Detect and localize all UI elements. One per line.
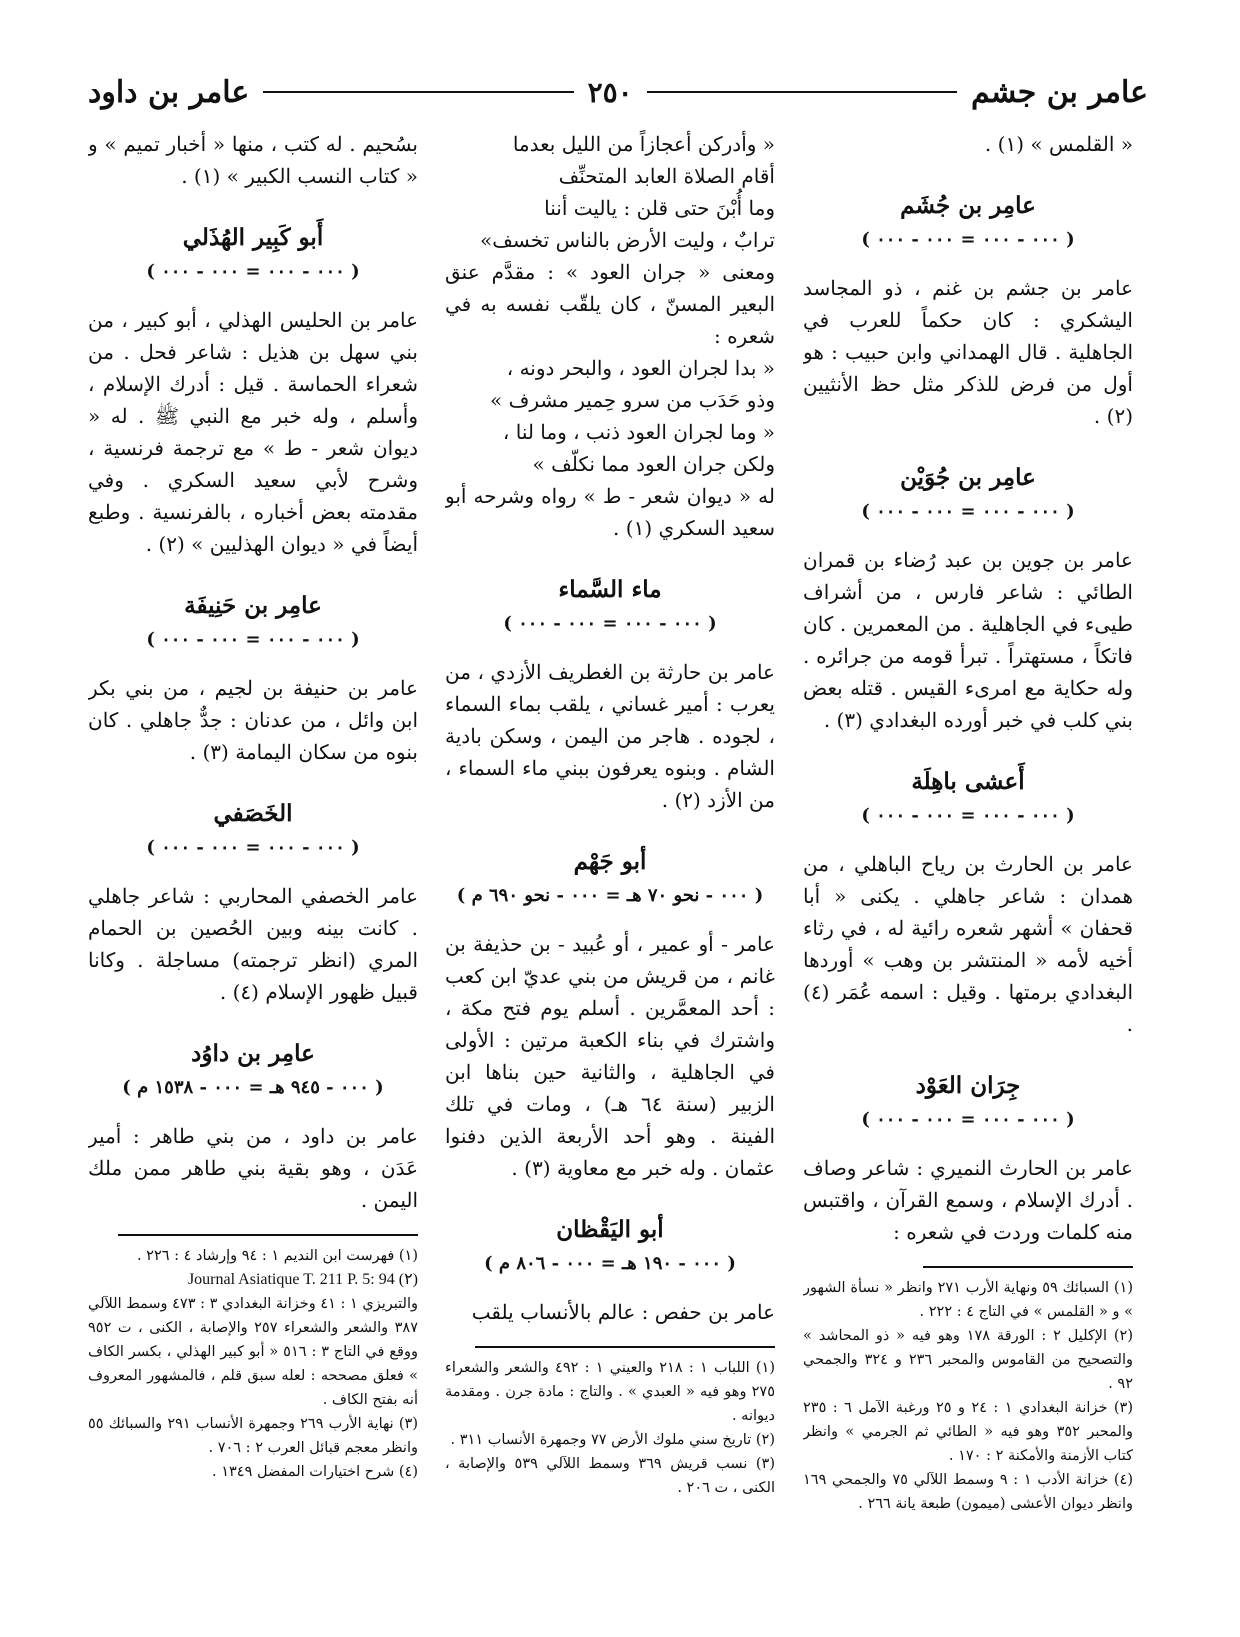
entry-title: عامِر بن جُوَيْن	[900, 464, 1036, 491]
verse-line: ولكن جران العود مما نكلّف »	[532, 452, 775, 476]
entry-body: عامر بن الحليس الهذلي ، أبو كبير ، من بني سهل بن هذيل : شاعر فحل . من شعراء الحماسة . قيل : أدرك الإسلام ، وأسلم ، وله خبر مع النبي ﷺ . له « ديوان شعر - ط » مع ترجمة فرنسية ، وشرح لأبي سعيد السكري . وفي مقدمته بعض أخباره ، بالفرنسية . وطبع أيضاً في « ديوان الهذليين » (٢) .	[88, 308, 418, 556]
entry-body: عامر بن الحارث بن رياح الباهلي ، من همدان : شاعر جاهلي . يكنى « أبا قحفان » أشهر شعره رائية له ، في رثاء أخيه لأمه « المنتشر بن وهب » أوردها البغدادي برمتها . وقيل : اسمه عُمَر (٤) .	[803, 852, 1133, 1036]
footnote: Journal Asiatique T. 211 P. 5: 94 (٢)	[187, 1271, 418, 1288]
footnote: (٤) خزانة الأدب ١ : ٩ وسمط اللآلي ٧٥ والجمحي ١٦٩ وانظر ديوان الأعشى (ميمون) طبعة يانة ٢٦٦ .	[803, 1472, 1133, 1512]
verse-line: « وأدركن أعجازاً من الليل بعدما	[512, 132, 775, 156]
entry-dates: ( ٠٠٠ - ١٩٠ هـ = ٠٠٠ - ٨٠٦ م )	[484, 1253, 736, 1274]
entry-asha-bahila	[803, 764, 1133, 1040]
entry-body: عامر - أو عمير ، أو عُبيد - بن حذيفة بن غانم ، من قريش من بني عديّ ابن كعب : أحد المعمَّرين . أسلم يوم فتح مكة ، واشترك في بناء الكعبة مرتين : الأولى في الجاهلية ، والثانية حين بناها ابن الزبير (سنة ٦٤ هـ) ، ومات في تلك الفينة . وهو أحد الأربعة الذين دفنوا عثمان . وله خبر مع معاوية (٣) .	[445, 932, 775, 1180]
page-number: ٢٥٠	[587, 75, 633, 109]
body-text: له « ديوان شعر - ط » رواه وشرحه أبو سعيد السكري (١) .	[445, 484, 775, 540]
verse-line: وما أُبْنَ حتى قلن : ياليت أننا	[544, 196, 775, 220]
footnote: والتبريزي ١ : ٤١ وخزانة البغدادي ٣ : ٤٧٣ وسمط اللآلي ٣٨٧ والشعر والشعراء ٢٥٧ والإصابة ، الكنى ، ت ٩٥٢ ووقع في التاج ٣ : ٥١٦ « أبو كبير الهذلي ، بكسر الكاف » فعلق مصححه : لعله سبق قلم ، فالمشهور المعروف أنه بفتح الكاف .	[88, 1296, 418, 1408]
header-rule-left	[263, 91, 573, 93]
footnote: (٣) خزانة البغدادي ١ : ٢٤ و ٢٥ ورغبة الآمل ٦ : ٢٣٥ والمحبر ٣٥٢ وهو فيه « الطائي ثم الجرمي » وانظر كتاب الأزمنة والأمكنة ٢ : ١٧٠ .	[803, 1400, 1133, 1464]
entry-jiran-al-awd	[803, 1068, 1133, 1248]
body-text: ومعنى « جران العود » : مقدَّم عنق البعير المسنّ ، كان يلقّب نفسه به في شعره :	[445, 260, 775, 348]
continuation-text: « القلمس » (١) .	[984, 132, 1133, 156]
entry-title: الخَصَفي	[213, 800, 293, 827]
entry-amir-ibn-dawud	[88, 1036, 418, 1216]
entry-title: عامِر بن جُشَم	[900, 192, 1036, 219]
entry-title: أَبو كَبِير الهُذَلي	[182, 224, 324, 251]
entry-dates: ( ٠٠٠ - ٠٠٠ = ٠٠٠ - ٠٠٠ )	[861, 1109, 1075, 1130]
continuation-text: بسُحيم . له كتب ، منها « أخبار تميم » و « كتاب النسب الكبير » (١) .	[88, 132, 418, 188]
column-right	[803, 128, 1133, 1618]
verse-line: « وما لجران العود ذنب ، وما لنا ،	[502, 420, 775, 444]
footnote: (١) السبائك ٥٩ ونهاية الأرب ٢٧١ وانظر « نسأة الشهور » و « القلمس » في التاج ٤ : ٢٢٢ .	[803, 1280, 1133, 1320]
entry-amir-ibn-jusham	[803, 188, 1133, 432]
column-middle	[445, 128, 775, 1618]
entry-abu-al-yaqzan	[445, 1212, 775, 1328]
entry-dates: ( ٠٠٠ - ٩٤٥ هـ = ٠٠٠ - ١٥٣٨ م )	[122, 1077, 384, 1098]
entry-abu-jahm	[445, 844, 775, 1184]
footnote: (١) اللباب ١ : ٢١٨ والعيني ١ : ٤٩٢ والشعر والشعراء ٢٧٥ وهو فيه « العبدي » . والتاج : مادة جرن . ومقدمة ديوانه .	[445, 1360, 775, 1424]
entry-dates: ( ٠٠٠ - ٠٠٠ = ٠٠٠ - ٠٠٠ )	[146, 837, 360, 858]
entry-body: عامر بن جشم بن غنم ، ذو المجاسد اليشكري : كان حكماً للعرب في الجاهلية . قال الهمداني وابن حبيب : هو أول من فرض للذكر مثل حظ الأنثيين (٢) .	[803, 276, 1133, 428]
verse-line: « بدا لجران العود ، والبحر دونه ،	[506, 356, 775, 380]
entry-amir-ibn-juwayn	[803, 460, 1133, 736]
entry-amir-ibn-hanifa	[88, 588, 418, 768]
footnote-rule	[118, 1234, 418, 1236]
entry-abu-kabir-al-hudhali	[88, 220, 418, 560]
header-rule-right	[647, 91, 957, 93]
entry-body: عامر بن الحارث النميري : شاعر وصاف . أدرك الإسلام ، وسمع القرآن ، واقتبس منه كلمات وردت في شعره :	[803, 1156, 1133, 1244]
footnote-rule	[923, 1266, 1133, 1268]
footnote: (٣) نسب قريش ٣٦٩ وسمط اللآلي ٥٣٩ والإصابة ، الكنى ، ت ٢٠٦ .	[445, 1456, 775, 1496]
entry-dates: ( ٠٠٠ - ٠٠٠ = ٠٠٠ - ٠٠٠ )	[861, 501, 1075, 522]
entry-dates: ( ٠٠٠ - نحو ٧٠ هـ = ٠٠٠ - نحو ٦٩٠ م )	[456, 885, 764, 906]
entry-title: جِرَان العَوْد	[915, 1072, 1021, 1099]
header-right-title: عامر بن جشم	[970, 74, 1148, 110]
footnote: (٤) شرح اختيارات المفضل ١٣٤٩ .	[211, 1464, 418, 1480]
verse-line: وذو حَدَب من سرو حِمير مشرف »	[490, 388, 775, 412]
entry-dates: ( ٠٠٠ - ٠٠٠ = ٠٠٠ - ٠٠٠ )	[861, 229, 1075, 250]
entry-body: عامر بن حارثة بن الغطريف الأزدي ، من يعرب : أمير غساني ، يلقب بماء السماء ، لجوده . هاجر من اليمن ، وسكن بادية الشام . وبنوه يعرفون ببني ماء السماء ، من الأزد (٢) .	[445, 660, 775, 812]
footnote: (٢) تاريخ سني ملوك الأرض ٧٧ وجمهرة الأنساب ٣١١ .	[450, 1432, 775, 1448]
entry-title: أَعشى باهِلَة	[911, 768, 1025, 795]
column-left	[88, 128, 418, 1618]
verse-line: ترابٌ ، وليت الأرض بالناس تخسف»	[479, 228, 775, 252]
entry-title: عامِر بن داوُد	[191, 1040, 315, 1067]
entry-dates: ( ٠٠٠ - ٠٠٠ = ٠٠٠ - ٠٠٠ )	[146, 261, 360, 282]
page-header	[88, 70, 1148, 114]
entry-body: عامر الخصفي المحاربي : شاعر جاهلي . كانت بينه وبين الحُصين بن الحمام المري (انظر ترجمته) مساجلة . وكانا قبيل ظهور الإسلام (٤) .	[88, 884, 418, 1004]
entry-maa-al-samaa	[445, 572, 775, 816]
footnote-rule	[475, 1346, 775, 1348]
entry-body: عامر بن حنيفة بن لجيم ، من بني بكر ابن وائل ، من عدنان : جدٌّ جاهلي . كان بنوه من سكان اليمامة (٣) .	[88, 676, 418, 764]
footnote: (١) فهرست ابن النديم ١ : ٩٤ وإرشاد ٤ : ٢٢٦ .	[136, 1248, 418, 1264]
entry-dates: ( ٠٠٠ - ٠٠٠ = ٠٠٠ - ٠٠٠ )	[503, 613, 717, 634]
entry-title: أبو جَهْم	[573, 848, 647, 875]
footnote: (٣) نهاية الأرب ٢٦٩ وجمهرة الأنساب ٢٩١ والسبائك ٥٥ وانظر معجم قبائل العرب ٢ : ٧٠٦ .	[88, 1416, 418, 1456]
entry-body: عامر بن داود ، من بني طاهر : أمير عَدَن ، وهو بقية بني طاهر ممن ملك اليمن .	[88, 1124, 418, 1212]
entry-title: ماء السَّماء	[558, 576, 662, 603]
verse-line: أقام الصلاة العابد المتحنِّف	[558, 164, 775, 188]
entry-body: عامر بن حفص : عالم بالأنساب يلقب	[471, 1300, 775, 1324]
header-left-title: عامر بن داود	[87, 74, 250, 110]
entry-dates: ( ٠٠٠ - ٠٠٠ = ٠٠٠ - ٠٠٠ )	[146, 629, 360, 650]
entry-body: عامر بن جوين بن عبد رُضاء بن قمران الطائي : شاعر فارس ، من أشراف طيىء في الجاهلية . من المعمرين . كان فاتكاً ، مستهتراً . تبرأ قومه من جرائره . وله حكاية مع امرىء القيس . قتله بعض بني كلب في خبر أورده البغدادي (٣) .	[803, 548, 1133, 732]
entry-title: عامِر بن حَنِيفَة	[184, 592, 322, 619]
entry-al-khasafi	[88, 796, 418, 1008]
entry-title: أبو اليَقْظان	[556, 1216, 664, 1243]
entry-dates: ( ٠٠٠ - ٠٠٠ = ٠٠٠ - ٠٠٠ )	[861, 805, 1075, 826]
footnote: (٢) الإكليل ٢ : الورقة ١٧٨ وهو فيه « ذو المحاشد » والتصحيح من القاموس والمحبر ٢٣٦ و ٣٢٤ والجمحي ٩٢ .	[803, 1328, 1133, 1392]
